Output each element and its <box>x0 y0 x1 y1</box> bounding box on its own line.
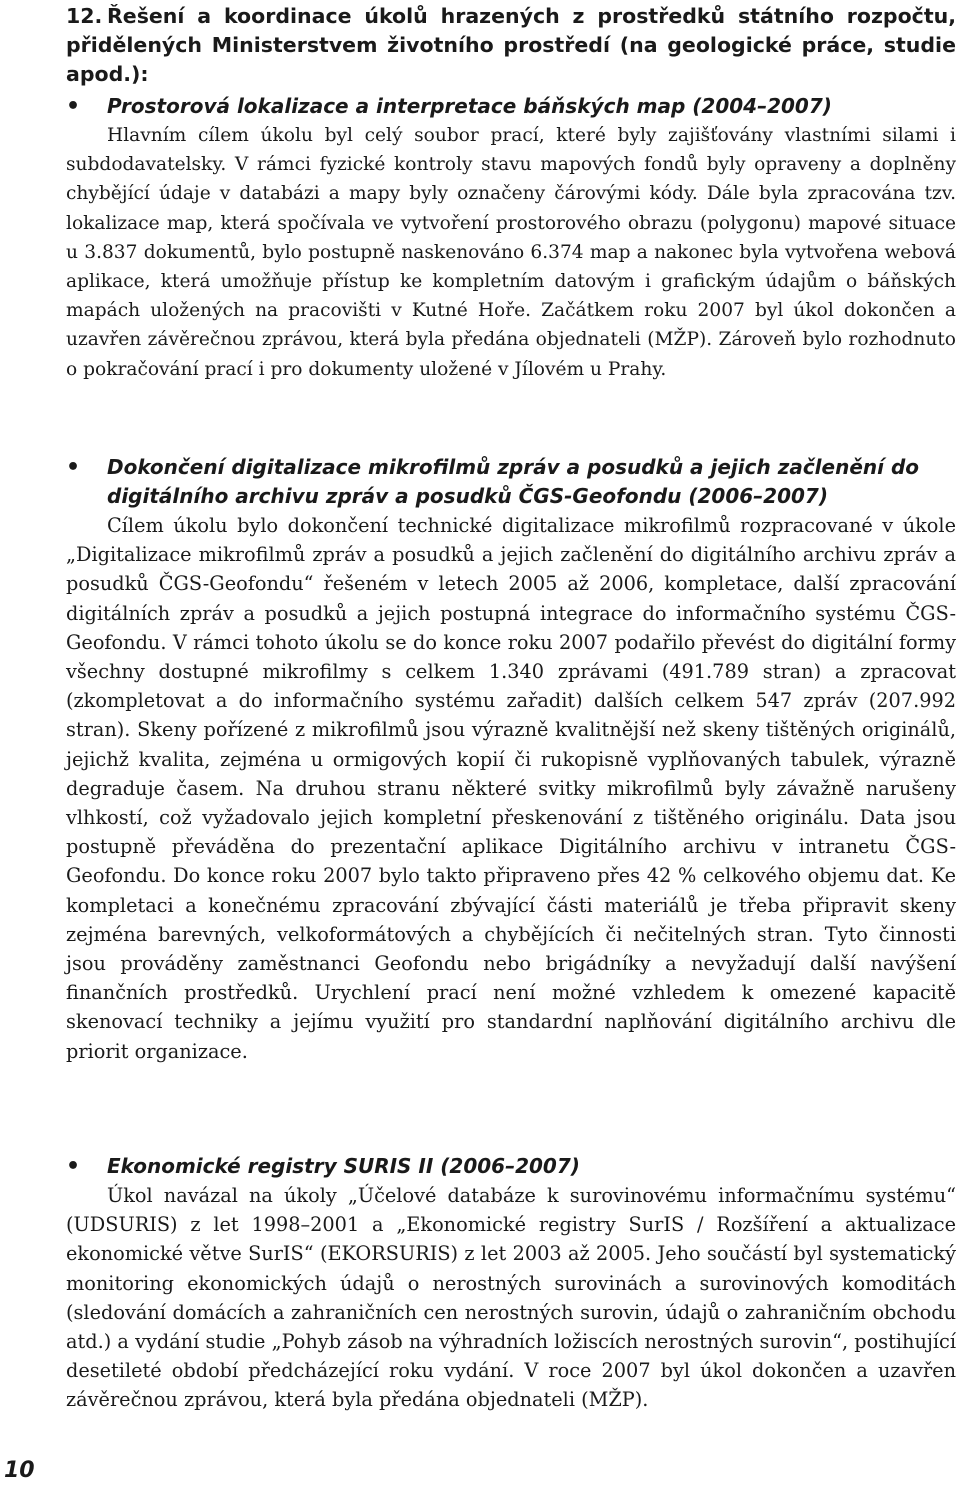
section-body: Cílem úkolu bylo dokončení technické digitalizace mikrofilmů rozpracované v úkole „Digitalizace mikrofilmů zpráv a posudků a jejich začlenění do digitálního archivu zpráv a posudků ČGS-Geofondu“ řešeném v letech 2005 až 2006, kompletace, další zpracování digitálních zpráv a posudků a jejich postupná integrace do informačního systému ČGS-Geofondu. V rámci tohoto úkolu se do konce roku 2007 podařilo převést do digitální formy všechny dostupné mikrofilmy s celkem 1.340 zprávami (491.789 stran) a zpracovat (zkompletovat a do informačního systému zařadit) dalších celkem 547 zpráv (207.992 stran). Skeny pořízené z mikrofilmů jsou výrazně kvalitnější než skeny tištěných originálů, jejichž kvalita, zejména u ormigových kopií či rukopisně vyplňovaných tabulek, výrazně degraduje časem. Na druhou stranu některé svitky mikrofilmů byly závažně narušeny vlhkostí, což vyžadovalo jejich kompletní přeskenování z tištěného originálu. Data jsou postupně převáděna do prezentační aplikace Digitálního archivu v intranetu ČGS-Geofondu. Do konce roku 2007 bylo takto připraveno přes 42 % celkového objemu dat. Ke kompletaci a konečnému zpracování zbývající části materiálů je třeba připravit skeny zejména barevných, velkoformátových a chybějících či nečitelných stran. Tyto činnosti jsou prováděny zaměstnanci Geofondu nebo brigádníky a nevyžadují další navýšení finančních prostředků. Urychlení prací není možné vzhledem k omezené kapacitě skenovací techniky a jejímu využití pro standardní naplňování digitálního archivu dle priorit organizace. <box>66 514 956 1063</box>
heading-number: 12. <box>66 4 103 28</box>
section-title: Ekonomické registry SURIS II (2006–2007) <box>107 1154 580 1178</box>
section-body: Úkol navázal na úkoly „Účelové databáze k surovinovému informačnímu systému“ (UDSURIS) z let 1998–2001 a „Ekonomické registry SurIS / Rozšíření a aktualizace ekonomické větve SurIS“ (EKORSURIS) z let 2003 až 2005. Jeho součástí byl systematický monitoring ekonomických údajů o nerostných surovinách a surovinových komoditách (sledování domácích a zahraničních cen nerostných surovin, údajů o zahraničním obchodu atd.) a vydání studie „Pohyb zásob na výhradních ložiscích nerostných surovin“, postihující desetileté období předcházející roku vydání. V roce 2007 byl úkol dokončen a uzavřen závěrečnou zprávou, která byla předána objednateli (MŽP). <box>66 1184 956 1412</box>
section-suris-registry <box>66 1152 956 1415</box>
section-title: Prostorová lokalizace a interpretace báňských map (2004–2007) <box>107 94 832 118</box>
heading-text: Řešení a koordinace úkolů hrazených z prostředků státního rozpočtu, přidělených Ministerstvem životního prostředí (na geologické práce, studie apod.): <box>66 4 956 86</box>
section-title: Dokončení digitalizace mikrofilmů zpráv a posudků a jejich začlenění do digitálního archivu zpráv a posudků ČGS-Geofondu (2006–2007) <box>107 455 920 508</box>
section-microfilm-digitization <box>66 453 956 1066</box>
page-number: 10 <box>4 1458 35 1483</box>
section-map-localization <box>66 92 956 384</box>
bullet-icon: • <box>66 1154 81 1179</box>
bullet-icon: • <box>66 94 81 119</box>
section-heading <box>66 2 956 89</box>
section-body: Hlavním cílem úkolu byl celý soubor prací, které byly zajišťovány vlastními silami i subdodavatelsky. V rámci fyzické kontroly stavu mapových fondů byly opraveny a doplněny chybějící údaje v databázi a mapy byly označeny čárovými kódy. Dále byla zpracována tzv. lokalizace map, která spočívala ve vytvoření prostorového obrazu (polygonu) mapové situace u 3.837 dokumentů, bylo postupně naskenováno 6.374 map a nakonec byla vytvořena webová aplikace, která umožňuje přístup ke kompletním datovým i grafickým údajům o báňských mapách uložených na pracovišti v Kutné Hoře. Začátkem roku 2007 byl úkol dokončen a uzavřen závěrečnou zprávou, která byla předána objednateli (MŽP). Zároveň bylo rozhodnuto o pokračování prací i pro dokumenty uložené v Jílovém u Prahy. <box>66 125 956 380</box>
bullet-icon: • <box>66 455 81 480</box>
